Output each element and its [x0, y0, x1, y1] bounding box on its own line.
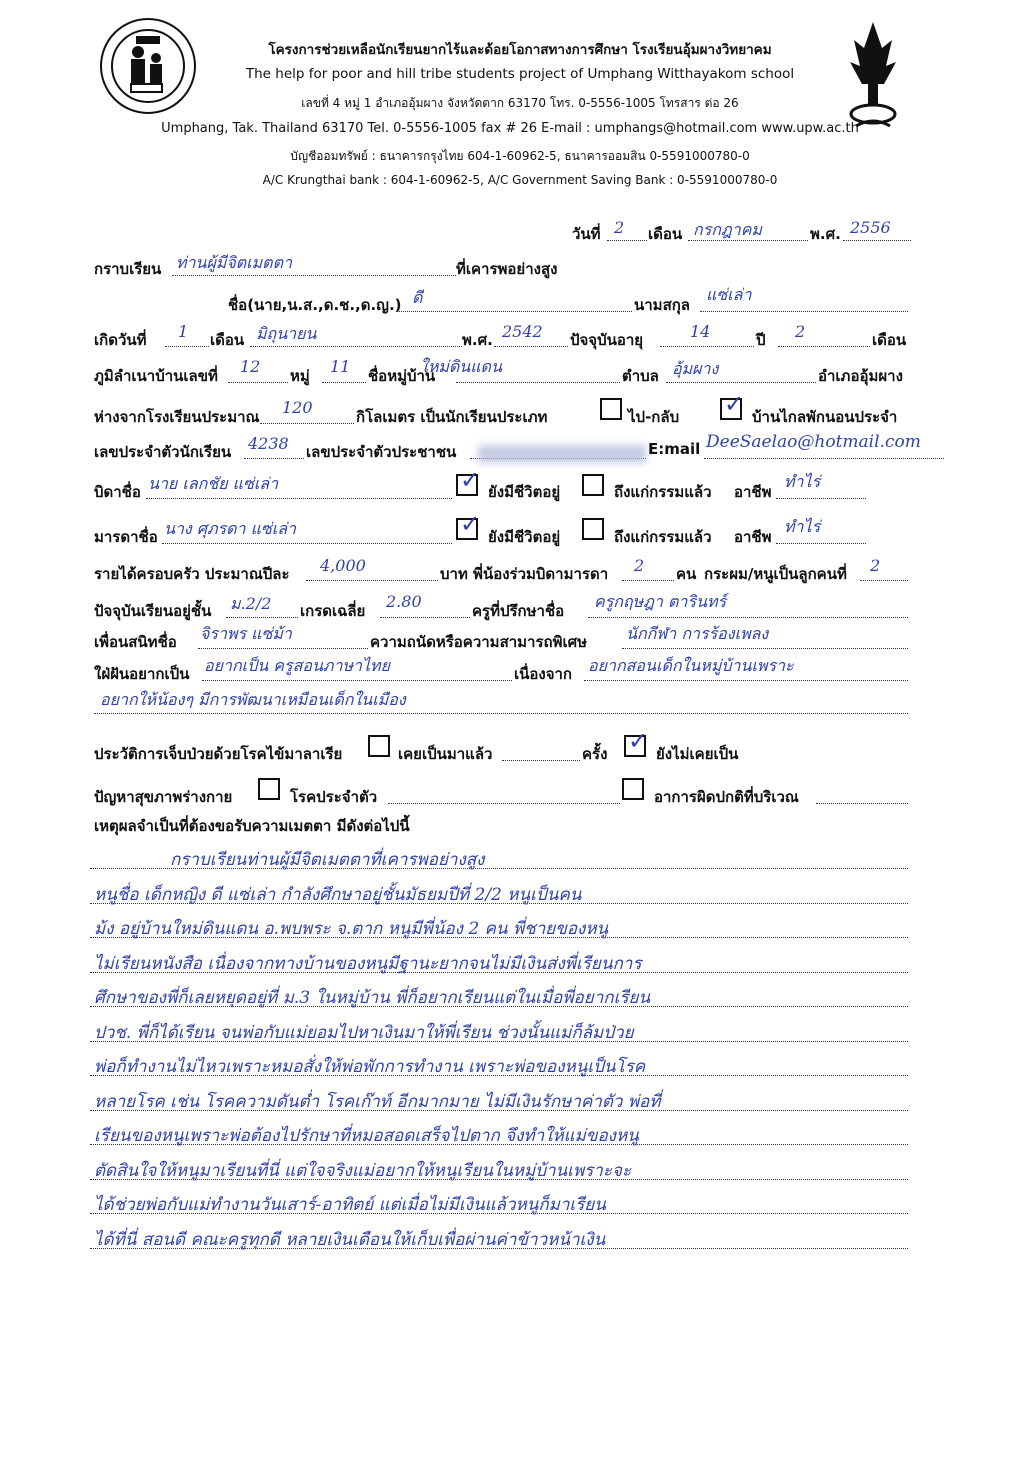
boarding-checkbox[interactable] [720, 390, 745, 420]
age-years-value: 14 [690, 322, 711, 341]
father-value: นาย เลกชัย แซ่เล่า [148, 474, 279, 493]
email-value: DeeSaelao@hotmail.com [706, 432, 921, 452]
persons-label: คน [676, 565, 697, 583]
surname-label: นามสกุล [634, 296, 690, 314]
child-no-label: กระผม/หนูเป็นลูกคนที่ [704, 565, 847, 583]
malaria-yes-checkbox[interactable] [368, 735, 390, 757]
abnormal-checkbox[interactable] [622, 778, 644, 800]
narrative-line: ปวช. พี่ก็ได้เรียน จนพ่อกับแม่ยอมไปหาเงินมาให้พี่เรียน ช่วงนั้นแม่ก็ล้มป่วย [94, 1022, 634, 1043]
siblings-label: บาท พี่น้องร่วมบิดามารดา [440, 565, 609, 583]
date-year-label: พ.ศ. [810, 225, 841, 243]
reason-label: เหตุผลจำเป็นที่ต้องขอรับความเมตตา มีดังต่อไปนี้ [94, 817, 410, 835]
student-id-label: เลขประจำตัวนักเรียน [94, 443, 232, 461]
mother-alive-checkbox[interactable] [456, 510, 481, 540]
narrative-line: หลายโรค เช่น โรคความดันต่ำ โรคเก๊าท์ อีกมากมาย ไม่มีเงินรักษาค่าตัว พ่อที่ [94, 1091, 661, 1112]
email-label: E:mail [648, 440, 701, 458]
mother-label: มารดาชื่อ [94, 528, 158, 546]
date-day-value: 2 [614, 218, 625, 237]
talent-label: ความถนัดหรือความสามารถพิเศษ [370, 633, 588, 651]
chronic-checkbox[interactable] [258, 778, 280, 800]
mother-value: นาง ศุภรดา แซ่เล่า [164, 519, 297, 538]
header-title-english: The help for poor and hill tribe students project of Umphang Witthayakom school [245, 66, 795, 82]
malaria-yes-label: เคยเป็นมาแล้ว [398, 745, 493, 763]
date-month-value: กรกฎาคม [693, 220, 762, 239]
birth-day-label: เกิดวันที่ [94, 331, 147, 349]
mother-occupation-label: อาชีพ [734, 528, 772, 546]
mother-deceased-checkbox[interactable] [582, 518, 604, 540]
birth-month-label: เดือน [210, 331, 245, 349]
to-label: กราบเรียน [94, 260, 162, 278]
friend-label: เพื่อนสนิทชื่อ [94, 633, 177, 651]
dream-value: อยากเป็น ครูสอนภาษาไทย [204, 656, 390, 675]
boarding-label: บ้านไกลพักนอนประจำ [752, 408, 898, 426]
abnormal-label: อาการผิดปกติที่บริเวณ [654, 788, 799, 806]
date-month-label: เดือน [648, 225, 683, 243]
village-label: ชื่อหมู่บ้าน [368, 367, 436, 385]
income-value: 4,000 [320, 556, 366, 575]
narrative-line: ได้ช่วยพ่อกับแม่ทำงานวันเสาร์-อาทิตย์ แต่เมื่อไม่มีเงินแล้วหนูก็มาเรียน [94, 1195, 606, 1215]
father-label: บิดาชื่อ [94, 483, 141, 501]
chronic-label: โรคประจำตัว [290, 788, 378, 806]
header-bank-english: A/C Krungthai bank : 604-1-60962-5, A/C Government Saving Bank : 0-5591000780-0 [262, 173, 778, 187]
because-value-line2: อยากให้น้องๆ มีการพัฒนาเหมือนเด็กในเมือง [100, 690, 406, 709]
narrative-line: กราบเรียนท่านผู้มีจิตเมตตาที่เคารพอย่างสูง [170, 850, 485, 870]
distance-label: ห่างจากโรงเรียนประมาณ [94, 408, 260, 426]
siblings-value: 2 [634, 556, 645, 575]
home-no-value: 12 [240, 357, 261, 376]
malaria-label: ประวัติการเจ็บป่วยด้วยโรคไข้มาลาเรีย [94, 745, 343, 763]
narrative-line: ได้ที่นี่ สอนดี คณะครูทุกดี หลายเงินเดือนให้เก็บเพื่อผ่านค่าข้าวหน้าเงิน [94, 1229, 606, 1250]
age-label: ปัจจุบันอายุ [570, 331, 644, 349]
citizen-id-redacted [478, 445, 646, 463]
advisor-label: ครูที่ปรึกษาชื่อ [472, 602, 565, 620]
tambon-value: อุ้มผาง [672, 359, 719, 378]
father-deceased-checkbox[interactable] [582, 474, 604, 496]
narrative-line: ตัดสินใจให้หนูมาเรียนที่นี่ แต่ใจจริงแม่อยากให้หนูเรียนในหมู่บ้านเพราะจะ [94, 1160, 632, 1181]
narrative-line: ไม่เรียนหนังสือ เนื่องจากทางบ้านของหนูมีฐานะยากจนไม่มีเงินส่งพี่เรียนการ [94, 953, 642, 974]
advisor-value: ครูกฤษฎา ตารินทร์ [594, 592, 727, 611]
mother-deceased-label: ถึงแก่กรรมแล้ว [614, 528, 712, 546]
class-label: ปัจจุบันเรียนอยู่ชั้น [94, 602, 212, 620]
father-alive-checkbox[interactable] [456, 466, 481, 496]
age-year-label: ปี [756, 331, 766, 349]
date-day-label: วันที่ [572, 225, 601, 243]
narrative-line: หนูชื่อ เด็กหญิง ดี แซ่เล่า กำลังศึกษาอยู่ชั้นมัธยมปีที่ 2/2 หนูเป็นคน [94, 884, 582, 905]
header-address-english: Umphang, Tak. Thailand 63170 Tel. 0-5556-1005 fax # 26 E-mail : umphangs@hotmail.com www.upw.ac.th [161, 121, 859, 136]
mother-alive-label: ยังมีชีวิตอยู่ [488, 528, 561, 546]
tambon-label: ตำบล [622, 367, 659, 385]
header-address-thai: เลขที่ 4 หมู่ 1 อำเภออุ้มผาง จังหวัดตาก 63170 โทร. 0-5556-1005 โทรสาร ต่อ 26 [301, 96, 739, 110]
amphoe-label: อำเภออุ้มผาง [818, 367, 903, 385]
because-value-line1: อยากสอนเด็กในหมู่บ้านเพราะ [588, 656, 794, 675]
citizen-id-label: เลขประจำตัวประชาชน [306, 443, 457, 461]
birth-year-label: พ.ศ. [462, 331, 493, 349]
km-type-label: กิโลเมตร เป็นนักเรียนประเภท [356, 408, 548, 426]
distance-value: 120 [282, 398, 313, 417]
father-occupation-label: อาชีพ [734, 483, 772, 501]
header-title-thai: โครงการช่วยเหลือนักเรียนยากไร้และด้อยโอกาสทางการศึกษา โรงเรียนอุ้มผางวิทยาคม [268, 42, 772, 58]
checkmark-icon: ✓ [724, 390, 745, 418]
name-label: ชื่อ(นาย,น.ส.,ด.ช.,ด.ญ.) [228, 296, 402, 314]
birth-month-value: มิถุนายน [256, 324, 317, 343]
father-alive-label: ยังมีชีวิตอยู่ [488, 483, 561, 501]
village-value: ใหม่ดินแดน [420, 357, 502, 376]
health-label: ปัญหาสุขภาพร่างกาย [94, 788, 233, 806]
birth-year-value: 2542 [502, 322, 543, 341]
commute-label: ไป-กลับ [628, 408, 680, 426]
birth-day-value: 1 [178, 322, 189, 341]
child-no-value: 2 [870, 556, 881, 575]
checkmark-icon: ✓ [628, 727, 649, 755]
moo-value: 11 [330, 357, 351, 376]
header-bank-thai: บัญชีออมทรัพย์ : ธนาคารกรุงไทย 604-1-60962-5, ธนาคารออมสิน 0-5591000780-0 [290, 149, 750, 163]
narrative-line: พ่อก็ทำงานไม่ไหวเพราะหมอสั่งให้พ่อพักการทำงาน เพราะพ่อของหนูเป็นโรค [94, 1057, 646, 1077]
respect-label: ที่เคารพอย่างสูง [456, 260, 558, 278]
checkmark-icon: ✓ [460, 510, 481, 538]
narrative-line: ม้ง อยู่บ้านใหม่ดินแดน อ.พบพระ จ.ตาก หนูมีพี่น้อง 2 คน พี่ชายของหนู [94, 919, 609, 939]
to-value: ท่านผู้มีจิตเมตตา [176, 253, 292, 272]
student-id-value: 4238 [248, 434, 289, 453]
income-label: รายได้ครอบครัว ประมาณปีละ [94, 565, 290, 583]
narrative-line: เรียนของหนูเพราะพ่อต้องไปรักษาที่หมอสอดเสร็จไปตาก จึงทำให้แม่ของหนู [94, 1126, 639, 1146]
father-occupation-value: ทำไร่ [784, 472, 821, 491]
home-no-label: ภูมิลำเนาบ้านเลขที่ [94, 367, 218, 385]
mother-occupation-value: ทำไร่ [784, 517, 821, 536]
gpa-value: 2.80 [386, 592, 422, 611]
date-year-value: 2556 [850, 218, 891, 237]
age-month-label: เดือน [872, 331, 907, 349]
checkmark-icon: ✓ [460, 466, 481, 494]
times-label: ครั้ง [582, 745, 608, 763]
age-months-value: 2 [795, 322, 806, 341]
because-label: เนื่องจาก [514, 665, 573, 683]
commute-checkbox[interactable] [600, 398, 622, 420]
name-value: ดี [412, 288, 423, 307]
friend-value: จิราพร แซ่ม้า [200, 624, 292, 643]
surname-value: แซ่เล่า [706, 285, 752, 304]
father-deceased-label: ถึงแก่กรรมแล้ว [614, 483, 712, 501]
malaria-no-label: ยังไม่เคยเป็น [656, 745, 739, 763]
class-value: ม.2/2 [230, 594, 272, 613]
dream-label: ใฝ่ฝันอยากเป็น [94, 665, 190, 683]
moo-label: หมู่ [290, 367, 310, 385]
malaria-no-checkbox[interactable] [624, 727, 649, 757]
narrative-line: ศึกษาของพี่ก็เลยหยุดอยู่ที่ ม.3 ในหมู่บ้าน พี่ก็อยากเรียนแต่ในเมื่อพี่อยากเรียน [94, 988, 651, 1008]
talent-value: นักกีฬา การร้องเพลง [626, 624, 769, 643]
gpa-label: เกรดเฉลี่ย [300, 602, 366, 620]
